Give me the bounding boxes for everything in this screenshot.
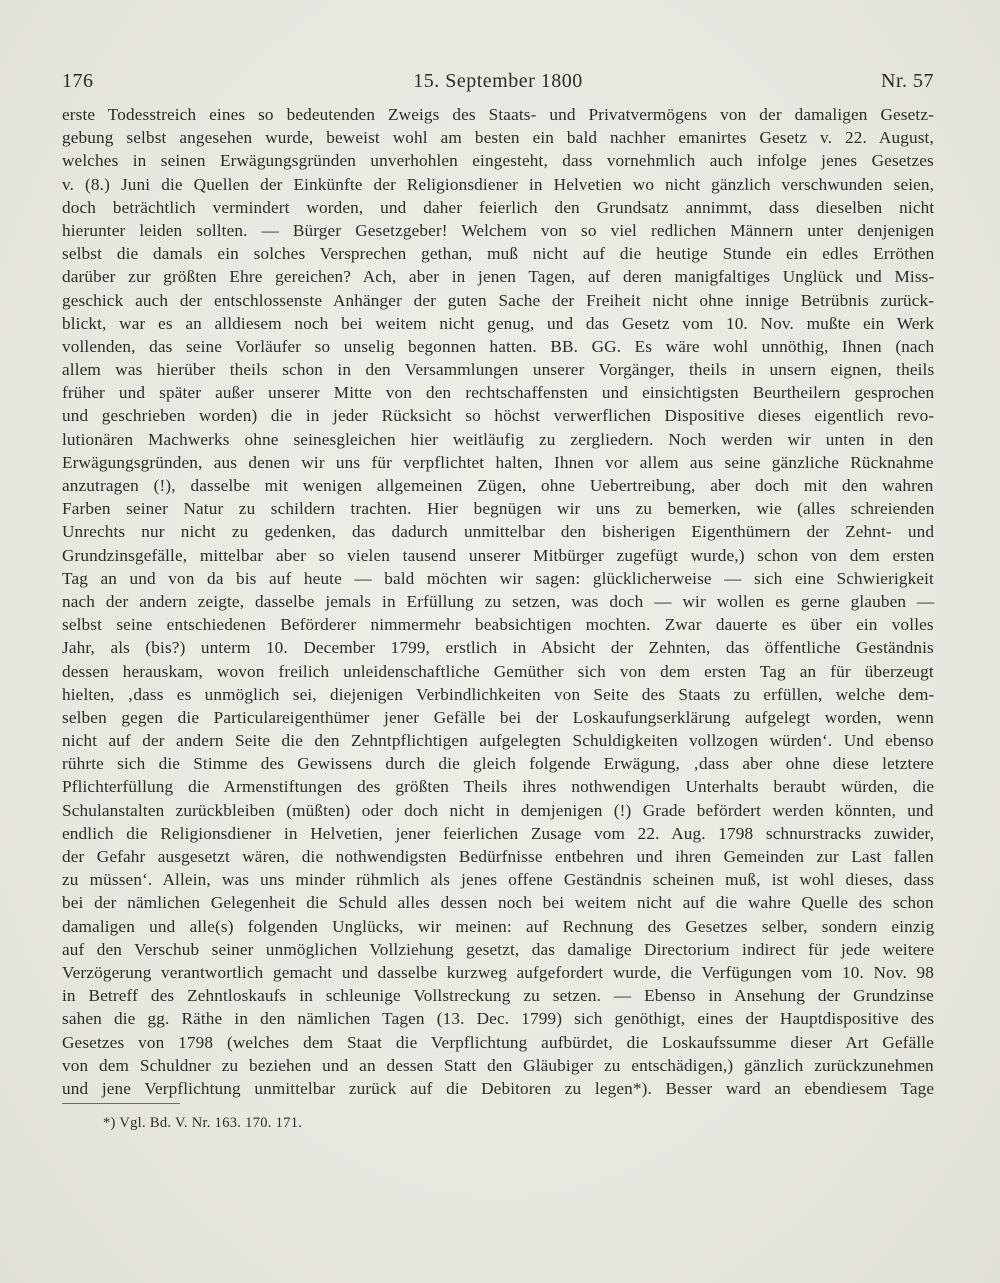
text-line: auf den Verschub seiner unmöglichen Vollziehung gesetzt, das damalige Directorium indirect für jede weitere: [62, 939, 935, 959]
page-header: [62, 70, 934, 96]
text-line: damaligen und alle(s) folgenden Unglücks, wir meinen: auf Rechnung des Gesetzes selber, sondern einzig: [62, 916, 935, 936]
text-line: anzutragen (!), dasselbe mit wenigen allgemeinen Zügen, ohne Uebertreibung, aber doch mit den wahren: [62, 476, 934, 495]
text-line: nach der andern zeigte, dasselbe jemals in Erfüllung zu setzen, was doch — wir wollen es gerne glauben —: [62, 591, 935, 611]
text-line: von dem Schuldner zu beziehen und an dessen Statt den Gläubiger zu entschädigen,) gänzlich zurückzunehmen: [62, 1055, 934, 1075]
text-line: Verzögerung verantwortlich gemacht und dasselbe kurzweg aufgefordert wurde, die Verfügungen vom 10. Nov. 98: [62, 962, 934, 982]
text-line: v. (8.) Juni die Quellen der Einkünfte der Religionsdiener in Helvetien wo nicht gänzlich verschwunden seien,: [62, 174, 935, 194]
text-line: Jahr, als (bis?) unterm 10. December 1799, erstlich in Absicht der Zehnten, das öffentliche Geständnis: [62, 638, 934, 658]
footnote: *) Vgl. Bd. V. Nr. 163. 170. 171.: [103, 1115, 303, 1131]
page-number: 176: [62, 70, 94, 92]
text-line: erste Todesstreich eines so bedeutenden Zweigs des Staats- und Privatvermögens von der damaligen Gesetz-: [62, 105, 934, 124]
text-line: Schulanstalten zurückbleiben (müßten) oder doch nicht in demjenigen (!) Grade befördert werden könnten, und: [62, 800, 934, 820]
text-line: welches in seinen Erwägungsgründen unverhohlen eingesteht, dass vornehmlich auch infolge jenes Gesetzes: [62, 151, 934, 171]
text-line: hierunter leiden sollten. — Bürger Gesetzgeber! Welchem von so viel redlichen Männern unter denjenigen: [62, 220, 935, 240]
text-line: dessen herauskam, wovon freilich unleidenschaftliche Gemüther sich von dem ersten Tag an für überzeugt: [62, 661, 934, 681]
text-line: darüber zur größten Ehre gereichen? Ach, aber in jenen Tagen, auf deren manigfaltiges Unglück und Miss-: [62, 267, 935, 287]
issue-number: Nr. 57: [881, 70, 934, 92]
text-line: bei der nämlichen Gelegenheit die Schuld alles dessen noch bei weitem nicht auf die wahre Quelle des schon: [62, 893, 934, 913]
body-text: [62, 103, 934, 1100]
footnote-divider: [62, 1103, 180, 1104]
text-line: hielten, ‚dass es unmöglich sei, diejenigen Verbindlichkeiten von Seite des Staats zu erfüllen, welche dem-: [62, 684, 935, 704]
text-line: lutionären Machwerks ohne seinesgleichen hier weitläufig zu zergliedern. Noch werden wir unten in den: [62, 429, 934, 449]
text-line: Grundzinsgefälle, mittelbar aber so vielen tausend unserer Mitbürger zugefügt wurde,) schon von dem ersten: [62, 545, 935, 565]
text-line: früher und später außer unserer Mitte von den rechtschaffensten und einsichtigsten Beurtheilern gesprochen: [62, 383, 935, 403]
text-line: selbst seine entschiedenen Beförderer nimmermehr beabsichtigen mochten. Zwar dauerte es über ein volles: [62, 615, 934, 635]
text-line: rührte sich die Stimme des Gewissens durch die gleich folgende Erwägung, ‚dass aber ohne diese letztere: [62, 754, 934, 774]
text-line: allem was hierüber theils schon in den Versammlungen unserer Vorgänger, theils in unsern eignen, theils: [62, 360, 935, 380]
text-line: geschick auch der entschlossenste Anhänger der guten Sache der Freiheit nicht ohne innige Betrübnis zurück-: [62, 290, 935, 310]
text-line: selbst die damals ein solches Versprechen gethan, muß nicht auf die heutige Stunde ein edles Erröthen: [62, 244, 935, 264]
text-line: Tag an und von da bis auf heute — bald möchten wir sagen: glücklicherweise — sich eine Schwierigkeit: [62, 568, 934, 588]
text-line: Unrechts nur nicht zu gedenken, das dadurch unmittelbar den bisherigen Eigenthümern der Zehnt- und: [62, 522, 935, 542]
text-line: und jene Verpflichtung unmittelbar zurück auf die Debitoren zu legen*). Besser ward an ebendiesem Tage: [62, 1078, 935, 1098]
text-line: blickt, war es an alldiesem noch bei weitem nicht genug, und das Gesetz vom 10. Nov. mußte ein Werk: [62, 313, 935, 333]
text-line: Gesetzes von 1798 (welches dem Staat die Verpflichtung aufbürdet, die Loskaufssumme dieser Art Gefälle: [62, 1032, 935, 1052]
text-line: doch beträchtlich vermindert worden, und daher feierlich den Grundsatz annimmt, dass dieselben nicht: [62, 197, 935, 217]
text-line: zu müssen‘. Allein, was uns minder rühmlich als jenes offene Geständnis scheinen muß, ist wohl dieses, dass: [62, 870, 935, 890]
text-line: Pflichterfüllung die Armenstiftungen des größten Theils ihres nothwendigen Unterhalts beraubt würden, die: [62, 777, 935, 797]
text-line: und geschrieben worden) die in jeder Rücksicht so höchst verwerflichen Dispositive dieses eigentlich revo-: [62, 406, 935, 426]
text-line: selben gegen die Particulareigenthümer jener Gefälle bei der Loskaufungserklärung aufgelegt worden, wenn: [62, 707, 935, 727]
text-line: in Betreff des Zehntloskaufs in schleunige Vollstreckung zu setzen. — Ebenso in Ansehung der Grundzinse: [62, 986, 934, 1006]
text-line: der Gefahr ausgesetzt wären, die nothwendigsten Bedürfnisse entbehren und ihren Gemeinden zur Last fallen: [62, 847, 934, 866]
text-line: Erwägungsgründen, aus denen wir uns für verpflichtet halten, Ihnen vor allem aus seine gänzliche Rücknahme: [62, 452, 934, 472]
text-line: endlich die Religionsdiener in Helvetien, jener feierlichen Zusage vom 22. Aug. 1798 schnurstracks zuwider,: [62, 823, 935, 843]
text-line: gebung selbst angesehen wurde, beweist wohl am besten ein bald nachher emanirtes Gesetz v. 22. August,: [62, 128, 934, 148]
header-date: 15. September 1800: [413, 70, 583, 92]
text-line: vollenden, das seine Vorläufer so unselig begonnen hatten. BB. GG. Es wäre wohl unnöthig, Ihnen (nach: [62, 336, 935, 356]
text-line: Farben seiner Natur zu schildern trachten. Hier begnügen wir uns zu bemerken, wie (alles schreienden: [62, 499, 935, 519]
text-line: nicht auf der andern Seite die den Zehntpflichtigen aufgelegten Schuldigkeiten vollzogen würden‘. Und ebenso: [62, 731, 934, 751]
text-line: sahen die gg. Räthe in den nämlichen Tagen (13. Dec. 1799) sich genöthigt, eines der Hauptdispositive des: [62, 1009, 935, 1029]
